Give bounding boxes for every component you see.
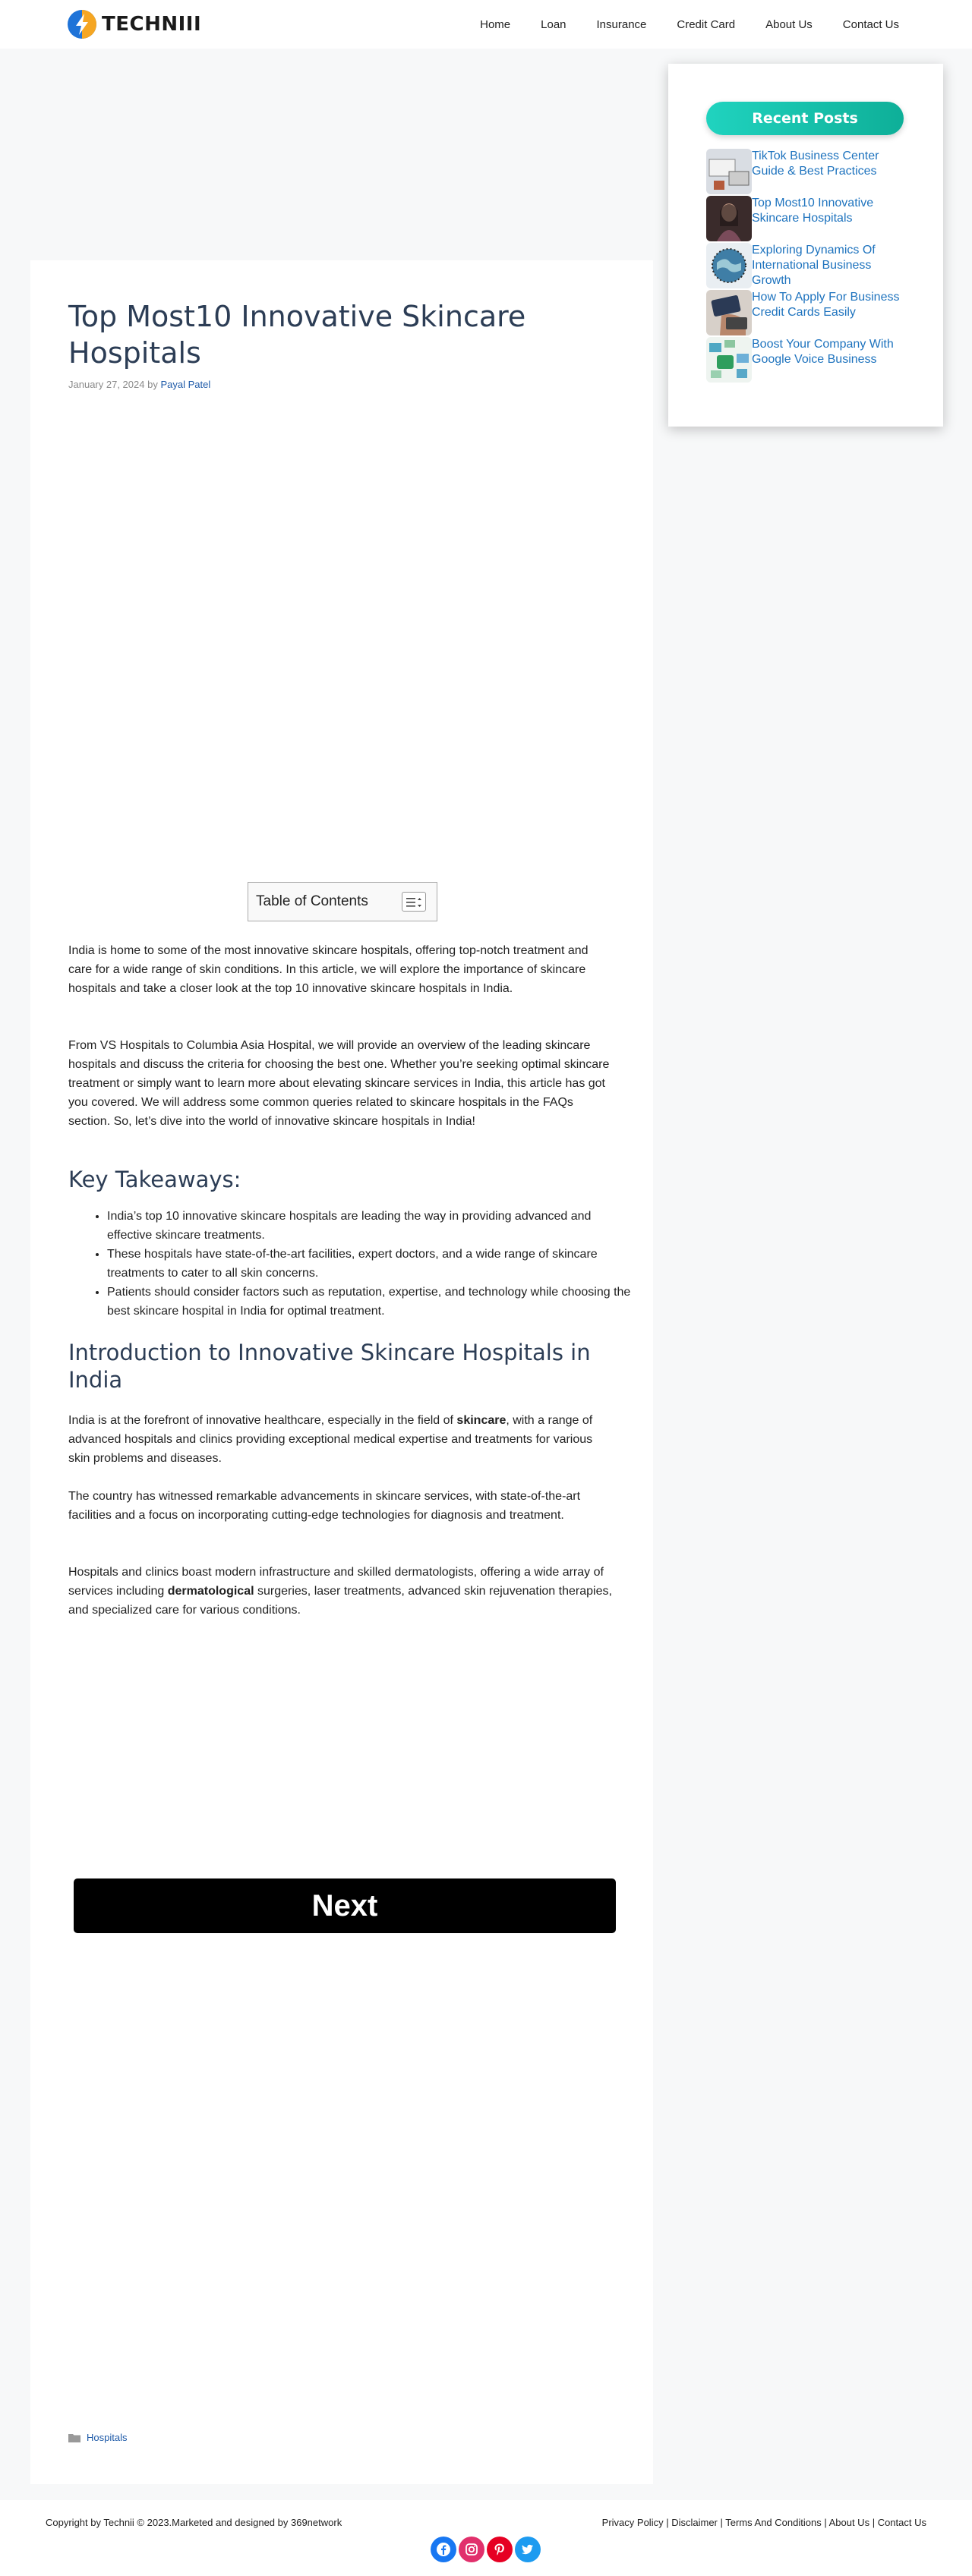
bold-dermatological: dermatological (167, 1585, 254, 1598)
recent-post-link[interactable]: TikTok Business Center Guide & Best Practices (752, 150, 879, 178)
logo-text: TECHNIII (102, 13, 202, 36)
recent-post-link[interactable]: Top Most10 Innovative Skincare Hospitals (752, 197, 874, 225)
social-links (431, 2537, 543, 2562)
list-item: • Patients should consider factors such as reputation, expertise, and technology while choosing the best skincare hospital in India for optimal treatment. (107, 1283, 639, 1321)
lightning-logo-icon (67, 9, 97, 39)
sidebar (668, 64, 943, 427)
recent-post-link[interactable]: How To Apply For Business Credit Cards Easily (752, 291, 900, 319)
recent-post-item[interactable] (706, 243, 904, 288)
recent-post-link[interactable]: Exploring Dynamics Of International Business Growth (752, 244, 876, 287)
post-date: January 27, 2024 (68, 379, 145, 390)
text-span: Hospitals and clinics boast modern infrastructure and skilled dermatologists, offering a wide array of services including (68, 1566, 604, 1598)
toc-toggle-button[interactable] (402, 892, 426, 912)
intro-paragraph-2: From VS Hospitals to Columbia Asia Hospital, we will provide an overview of the leading skincare hospitals and discuss the criteria for choosing the best one. Whether you’re seeking optimal skincare treatment or simply want to learn more about elevating skincare services in India, this article has got you covered. We will address some common queries related to skincare hospitals in the FAQs section. So, let’s dive into the world of innovative skincare hospitals in India! (68, 1039, 610, 1128)
twitter-icon (521, 2543, 535, 2556)
body-paragraph-3 (68, 1563, 615, 1620)
post-thumbnail[interactable] (706, 149, 752, 194)
takeaways-list (68, 1207, 639, 1321)
list-item: • India’s top 10 innovative skincare hospitals are leading the way in providing advanced and effective skincare treatments. (107, 1207, 639, 1245)
footer-link-contact-us[interactable]: Contact Us (877, 2517, 926, 2528)
footer-link-about-us[interactable]: About Us (828, 2517, 870, 2528)
main-nav (450, 0, 899, 49)
text-span: surgeries, laser treatments, advanced skin rejuvenation therapies, and specialized care for various conditions. (68, 1585, 612, 1617)
post-thumbnail[interactable] (706, 196, 752, 241)
recent-post-item[interactable] (706, 149, 904, 194)
copyright-text: Copyright by Technii © 2023.Marketed and designed by 369network (46, 2517, 342, 2528)
twitter-link[interactable] (515, 2537, 541, 2562)
instagram-link[interactable] (459, 2537, 484, 2562)
recent-post-item[interactable] (706, 196, 904, 241)
site-footer (0, 2500, 972, 2576)
recent-post-item[interactable] (706, 337, 904, 383)
page-title: Top Most10 Innovative Skincare Hospitals (68, 300, 526, 370)
table-of-contents (248, 882, 437, 921)
nav-contact-us[interactable]: Contact Us (842, 17, 899, 31)
recent-posts-title: Recent Posts (706, 102, 904, 135)
article-container (30, 260, 653, 2484)
site-header (0, 0, 972, 49)
nav-loan[interactable]: Loan (541, 17, 566, 31)
site-logo[interactable] (67, 9, 201, 39)
next-button[interactable]: Next (74, 1878, 616, 1933)
facebook-icon (436, 2542, 451, 2557)
nav-insurance[interactable]: Insurance (596, 17, 647, 31)
recent-post-link[interactable]: Boost Your Company With Google Voice Business (752, 338, 894, 366)
pinterest-icon (493, 2543, 507, 2556)
intro-paragraph-1: India is home to some of the most innovative skincare hospitals, offering top-notch treatment and care for a wide range of skin conditions. In this article, we will explore the importance of skincare hospitals and take a closer look at the top 10 innovative skincare hospitals in India. (68, 944, 589, 995)
post-meta (68, 379, 210, 390)
footer-link-terms[interactable]: Terms And Conditions (725, 2517, 822, 2528)
category-link[interactable]: Hospitals (87, 2432, 128, 2443)
toc-title: Table of Contents (256, 893, 368, 909)
footer-link-disclaimer[interactable]: Disclaimer (671, 2517, 718, 2528)
heading-introduction: Introduction to Innovative Skincare Hospitals in India (68, 1340, 591, 1393)
post-category (68, 2432, 127, 2443)
facebook-link[interactable] (431, 2537, 456, 2562)
list-toggle-icon (406, 897, 422, 908)
body-paragraph-1 (68, 1411, 615, 1468)
footer-link-privacy-policy[interactable]: Privacy Policy (601, 2517, 664, 2528)
recent-post-item[interactable] (706, 290, 904, 335)
text-span: , with a range of advanced hospitals and clinics providing exceptional medical expertise and treatments for various skin problems and diseases. (68, 1414, 593, 1465)
nav-about-us[interactable]: About Us (765, 17, 813, 31)
nav-credit-card[interactable]: Credit Card (677, 17, 736, 31)
post-by: by (147, 379, 158, 390)
instagram-icon (465, 2543, 478, 2556)
post-thumbnail[interactable] (706, 337, 752, 383)
post-thumbnail[interactable] (706, 243, 752, 288)
folder-icon (68, 2433, 80, 2442)
bold-skincare: skincare (456, 1414, 507, 1427)
nav-home[interactable]: Home (480, 17, 511, 31)
pinterest-link[interactable] (487, 2537, 513, 2562)
heading-key-takeaways: Key Takeaways: (68, 1167, 241, 1192)
post-thumbnail[interactable] (706, 290, 752, 335)
body-paragraph-2: The country has witnessed remarkable advancements in skincare services, with state-of-the-art facilities and a focus on incorporating cutting-edge technologies for diagnosis and treatment. (68, 1490, 581, 1522)
footer-links: Privacy Policy | Disclaimer | Terms And Conditions | About Us | Contact Us (601, 2517, 926, 2528)
list-item: • These hospitals have state-of-the-art facilities, expert doctors, and a wide range of skincare treatments to cater to all skin concerns. (107, 1245, 639, 1283)
author-link[interactable]: Payal Patel (160, 379, 211, 390)
text-span: India is at the forefront of innovative healthcare, especially in the field of (68, 1414, 457, 1427)
